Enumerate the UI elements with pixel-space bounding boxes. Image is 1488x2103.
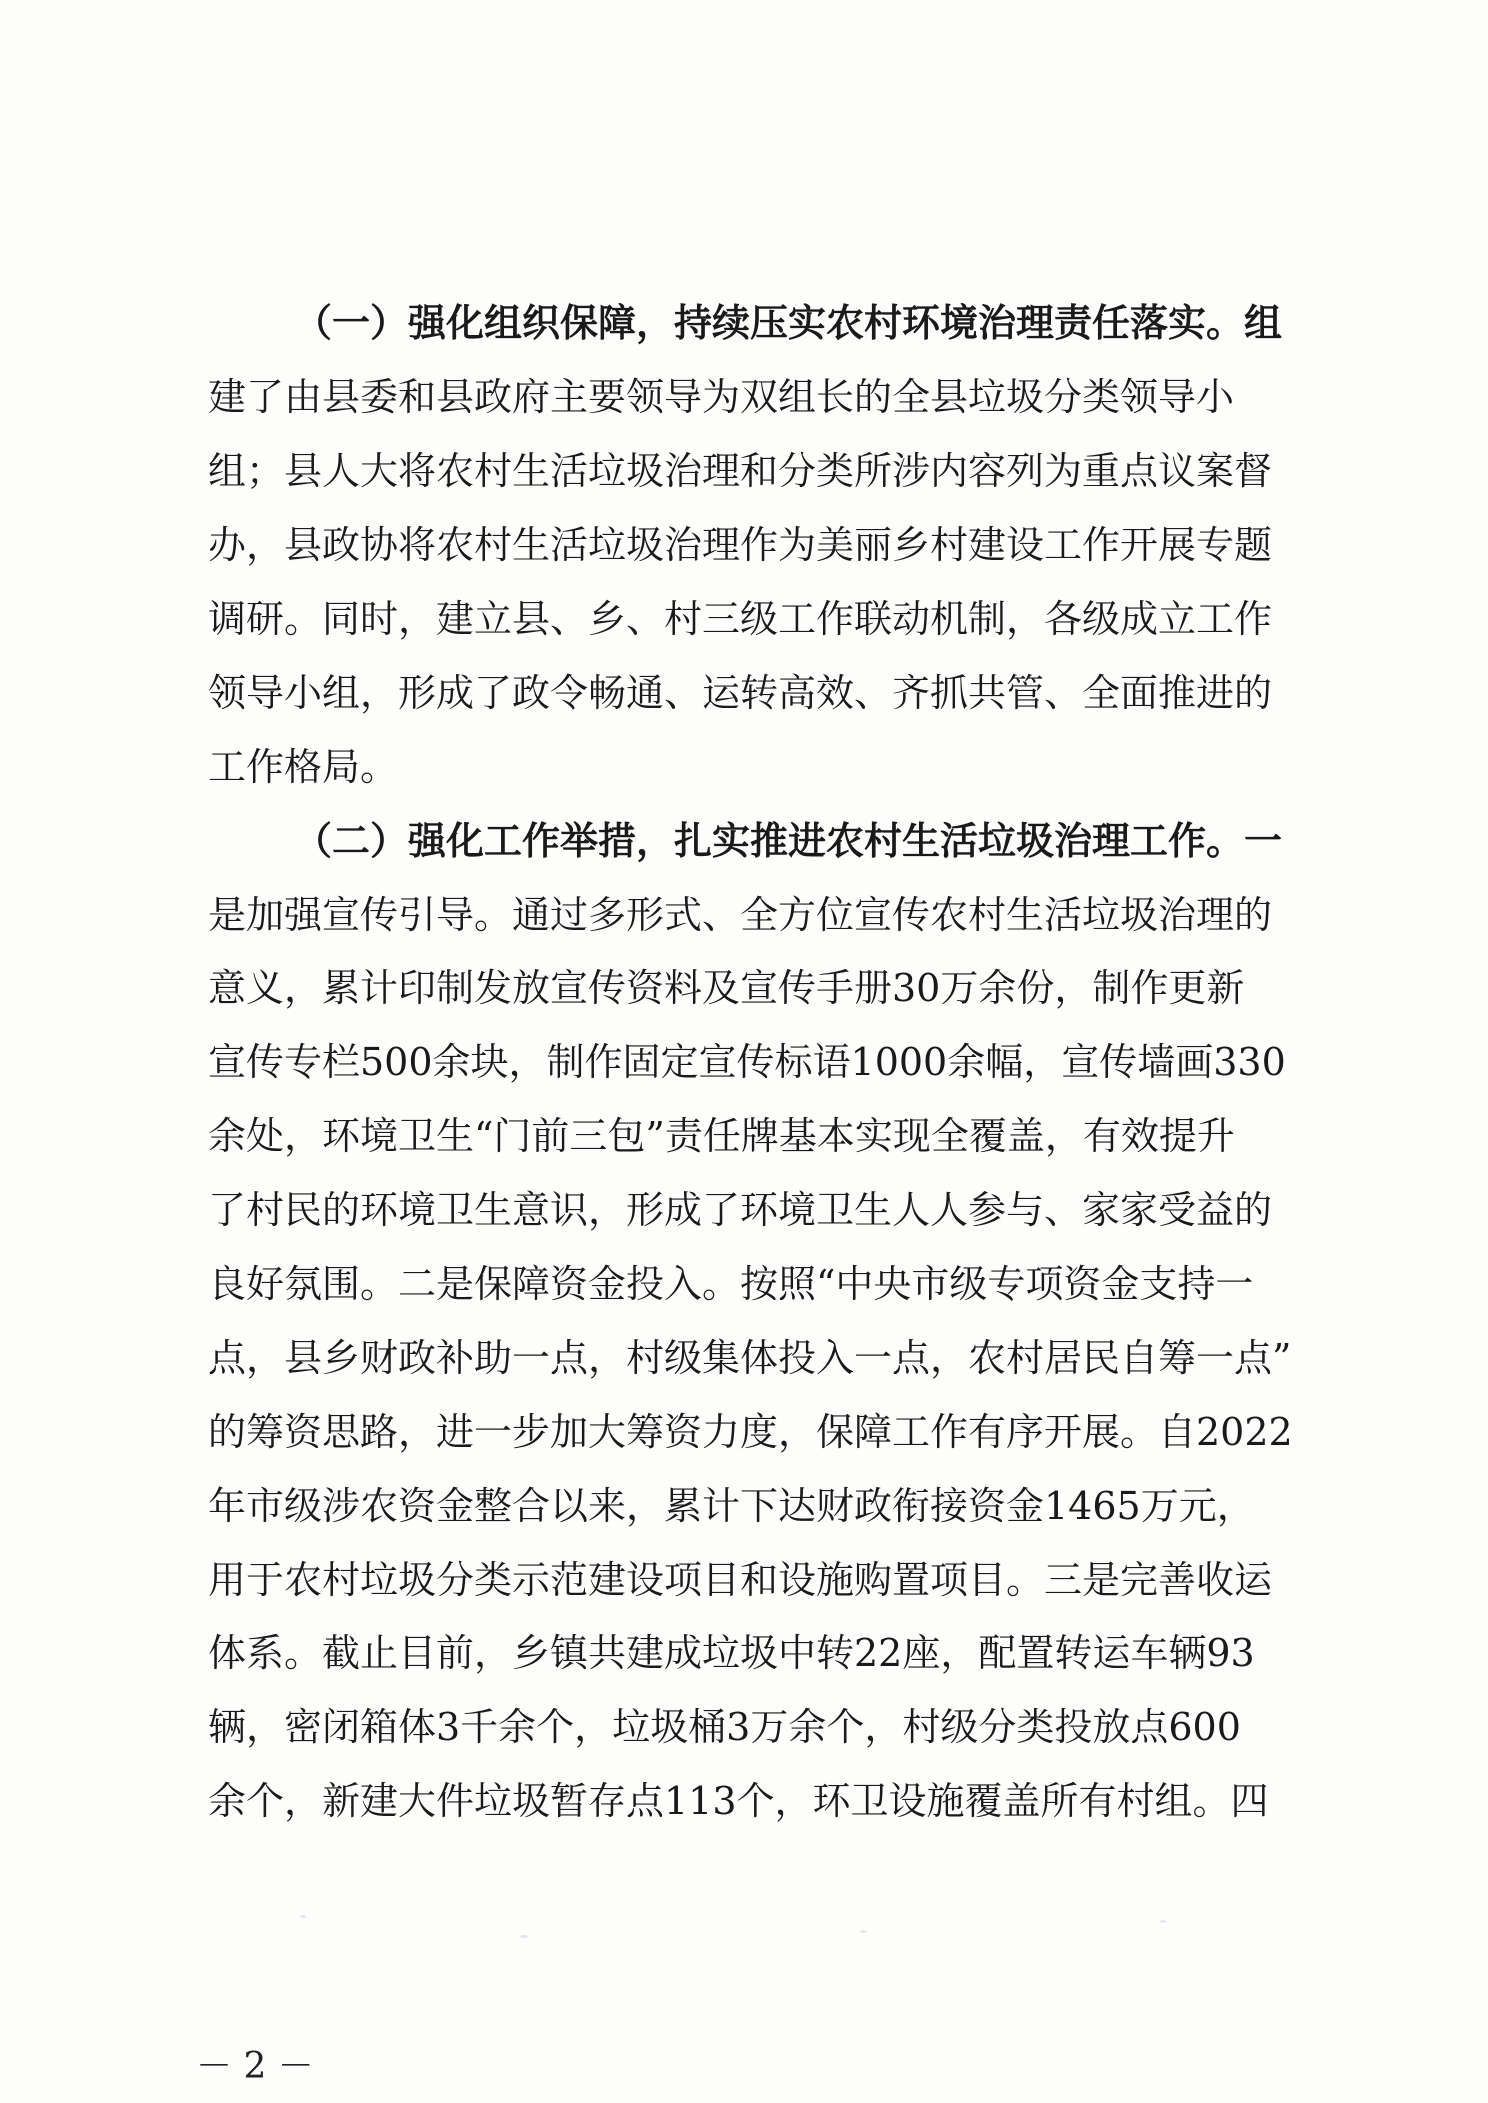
text-line: 建了由县委和县政府主要领导为双组长的全县垃圾分类领导小 — [208, 375, 1235, 420]
page-number: － 2 － — [196, 2046, 314, 2087]
section-heading-2: （二）强化工作举措，扎实推进农村生活垃圾治理工作。一 — [294, 817, 1283, 863]
text-line: 宣传专栏500余块，制作固定宣传标语1000余幅，宣传墙画330 — [208, 1040, 1286, 1085]
text-line: 意义，累计印制发放宣传资料及宣传手册30万余份，制作更新 — [208, 966, 1245, 1011]
text-line — [208, 283, 1330, 357]
text-line: 的筹资思路，进一步加大筹资力度，保障工作有序开展。自2022 — [208, 1409, 1293, 1454]
text-line: 组；县人大将农村生活垃圾治理和分类所涉内容列为重点议案督 — [208, 449, 1273, 494]
text-line: 用于农村垃圾分类示范建设项目和设施购置项目。三是完善收运 — [208, 1557, 1273, 1602]
section-heading-1: （一）强化组织保障，持续压实农村环境治理责任落实。组 — [294, 300, 1283, 346]
document-body — [208, 283, 1330, 1835]
scan-artifact — [300, 1915, 306, 1918]
text-line: 余处，环境卫生“门前三包”责任牌基本实现全覆盖，有效提升 — [208, 1114, 1235, 1159]
text-line: 了村民的环境卫生意识，形成了环境卫生人人参与、家家受益的 — [208, 1188, 1273, 1233]
text-line: 余个，新建大件垃圾暂存点113个，环卫设施覆盖所有村组。四 — [208, 1779, 1269, 1824]
text-line: 办，县政协将农村生活垃圾治理作为美丽乡村建设工作开展专题 — [208, 523, 1273, 568]
scan-artifact — [860, 1930, 867, 1933]
text-line — [208, 800, 1330, 874]
text-line: 良好氛围。二是保障资金投入。按照“中央市级专项资金支持一 — [208, 1262, 1254, 1307]
text-line: 工作格局。 — [208, 744, 399, 789]
text-line: 是加强宣传引导。通过多形式、全方位宣传农村生活垃圾治理的 — [208, 892, 1273, 937]
scan-artifact — [520, 1935, 528, 1938]
text-line: 年市级涉农资金整合以来，累计下达财政衔接资金1465万元， — [208, 1483, 1255, 1528]
text-line: 点，县乡财政补助一点，村级集体投入一点，农村居民自筹一点” — [208, 1335, 1292, 1380]
text-line: 调研。同时，建立县、乡、村三级工作联动机制，各级成立工作 — [208, 597, 1273, 641]
scan-artifact — [1160, 1920, 1166, 1923]
text-line: 体系。截止目前，乡镇共建成垃圾中转22座，配置转运车辆93 — [208, 1631, 1255, 1676]
text-line: 领导小组，形成了政令畅通、运转高效、齐抓共管、全面推进的 — [208, 670, 1273, 715]
text-line: 辆，密闭箱体3千余个，垃圾桶3万余个，村级分类投放点600 — [208, 1705, 1241, 1750]
